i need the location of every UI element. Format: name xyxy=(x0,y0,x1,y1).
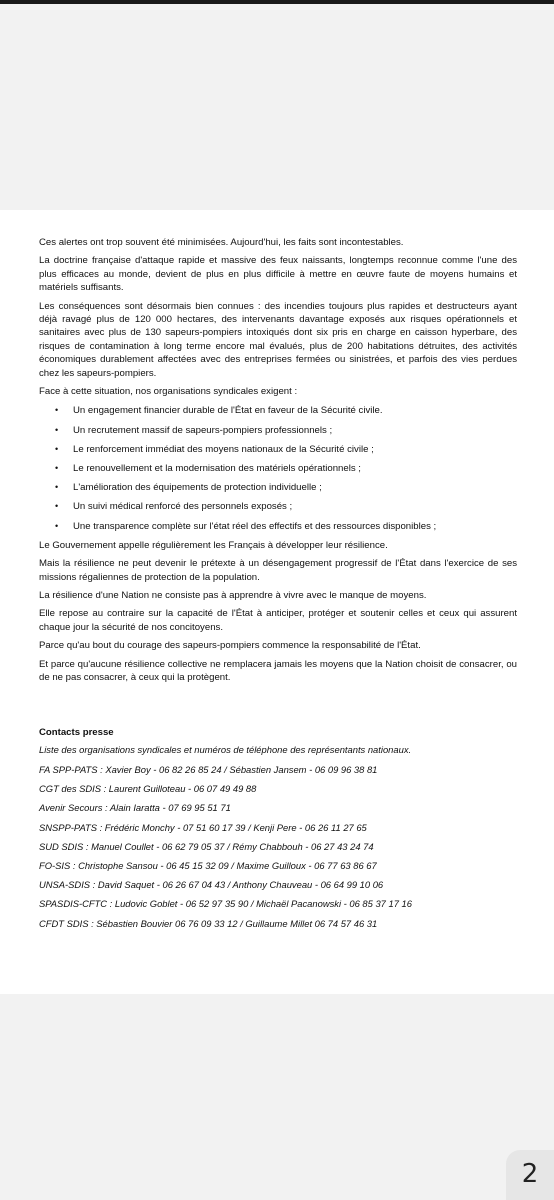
list-item xyxy=(39,421,517,440)
bullet-icon: • xyxy=(55,424,59,435)
top-bar xyxy=(0,0,554,4)
list-item-text: Un engagement financier durable de l'État en faveur de la Sécurité civile. xyxy=(73,405,383,417)
demands-list xyxy=(39,401,517,535)
page-indicator xyxy=(506,1150,554,1200)
list-item xyxy=(39,517,517,536)
paragraph: Parce qu'au bout du courage des sapeurs-pompiers commence la responsabilité de l'État. xyxy=(39,640,421,652)
list-item xyxy=(39,459,517,478)
list-item-text: Le renforcement immédiat des moyens nationaux de la Sécurité civile ; xyxy=(73,443,374,455)
list-item-text: Le renouvellement et la modernisation des matériels opérationnels ; xyxy=(73,463,361,475)
bullet-icon: • xyxy=(55,463,59,474)
contacts-intro: Liste des organisations syndicales et numéros de téléphone des représentants nationaux. xyxy=(39,744,412,755)
contact-line: SUD SDIS : Manuel Coullet - 06 62 79 05 37 / Rémy Chabbouh - 06 27 43 24 74 xyxy=(39,840,374,852)
list-item-text: Un recrutement massif de sapeurs-pompiers professionnels ; xyxy=(73,424,333,436)
paragraph: Les conséquences sont désormais bien connues : des incendies toujours plus rapides et destructeurs ayant déjà ravagé plus de 120 000 hectares, des intervenants davantage exposés aux risques opérationnels et sanitaires avec plus de 130 sapeurs-pompiers intoxiqués dont six pris en charge en caisson hyperbare, des risques de contamination à long terme encore mal évalués, plus de 200 habitations détruites, des activités économiques durablement affectées avec des entreprises fermées ou sinistrées, et parfois des vies perdues chez les sapeurs-pompiers. xyxy=(39,300,517,379)
list-item xyxy=(39,440,517,459)
list-item-text: Une transparence complète sur l'état réel des effectifs et des ressources disponibles ; xyxy=(73,520,437,532)
contacts-title: Contacts presse xyxy=(39,727,114,738)
bullet-icon: • xyxy=(55,501,59,512)
paragraph: Ces alertes ont trop souvent été minimisées. Aujourd'hui, les faits sont incontestables. xyxy=(39,237,404,248)
paragraph: Et parce qu'aucune résilience collective ne remplacera jamais les moyens que la Nation choisit de consacrer, ou de ne pas consacrer, à ceux qui la protègent. xyxy=(39,658,517,684)
bullet-icon: • xyxy=(55,443,59,454)
list-item-text: L'amélioration des équipements de protection individuelle ; xyxy=(73,482,322,494)
contact-line: FA SPP-PATS : Xavier Boy - 06 82 26 85 24 / Sébastien Jansem - 06 09 96 38 81 xyxy=(39,764,378,775)
list-item xyxy=(39,497,517,516)
bullet-icon: • xyxy=(55,405,59,416)
list-item-text: Un suivi médical renforcé des personnels exposés ; xyxy=(73,501,293,513)
list-item xyxy=(39,401,517,420)
contact-line: UNSA-SDIS : David Saquet - 06 26 67 04 43 / Anthony Chauveau - 06 64 99 10 06 xyxy=(39,879,384,891)
contact-line: CGT des SDIS : Laurent Guilloteau - 06 07 49 49 88 xyxy=(39,783,257,795)
paragraph: La doctrine française d'attaque rapide et massive des feux naissants, longtemps reconnue comme l'une des plus efficaces au monde, devient de plus en plus difficile à mettre en œuvre faute de moyens humains et matériels suffisants. xyxy=(39,255,517,294)
paragraph: Elle repose au contraire sur la capacité de l'État à anticiper, protéger et soutenir celles et ceux qui assurent chaque jour la sécurité de nos concitoyens. xyxy=(39,608,517,633)
document-page xyxy=(0,210,554,994)
contact-line: CFDT SDIS : Sébastien Bouvier 06 76 09 33 12 / Guillaume Millet 06 74 57 46 31 xyxy=(39,917,378,929)
contact-line: Avenir Secours : Alain Iaratta - 07 69 95 51 71 xyxy=(39,802,231,814)
paragraph: Face à cette situation, nos organisations syndicales exigent : xyxy=(39,386,298,398)
bullet-icon: • xyxy=(55,520,59,531)
paragraph: Le Gouvernement appelle régulièrement les Français à développer leur résilience. xyxy=(39,539,388,551)
contact-line: FO-SIS : Christophe Sansou - 06 45 15 32 09 / Maxime Guilloux - 06 77 63 86 67 xyxy=(39,859,377,871)
contact-line: SPASDIS-CFTC : Ludovic Goblet - 06 52 97 35 90 / Michaël Pacanowski - 06 85 37 17 16 xyxy=(39,898,412,910)
bullet-icon: • xyxy=(55,482,59,493)
paragraph: Mais la résilience ne peut devenir le prétexte à un désengagement progressif de l'État dans l'exercice de ses missions régaliennes de protection de la population. xyxy=(39,558,517,583)
list-item xyxy=(39,478,517,497)
page-number: 2 xyxy=(521,1159,539,1189)
press-contacts xyxy=(39,727,519,936)
document-body xyxy=(39,236,517,689)
contact-line: SNSPP-PATS : Frédéric Monchy - 07 51 60 17 39 / Kenji Pere - 06 26 11 27 65 xyxy=(39,821,367,833)
paragraph: La résilience d'une Nation ne consiste pas à apprendre à vivre avec le manque de moyens. xyxy=(39,590,427,601)
